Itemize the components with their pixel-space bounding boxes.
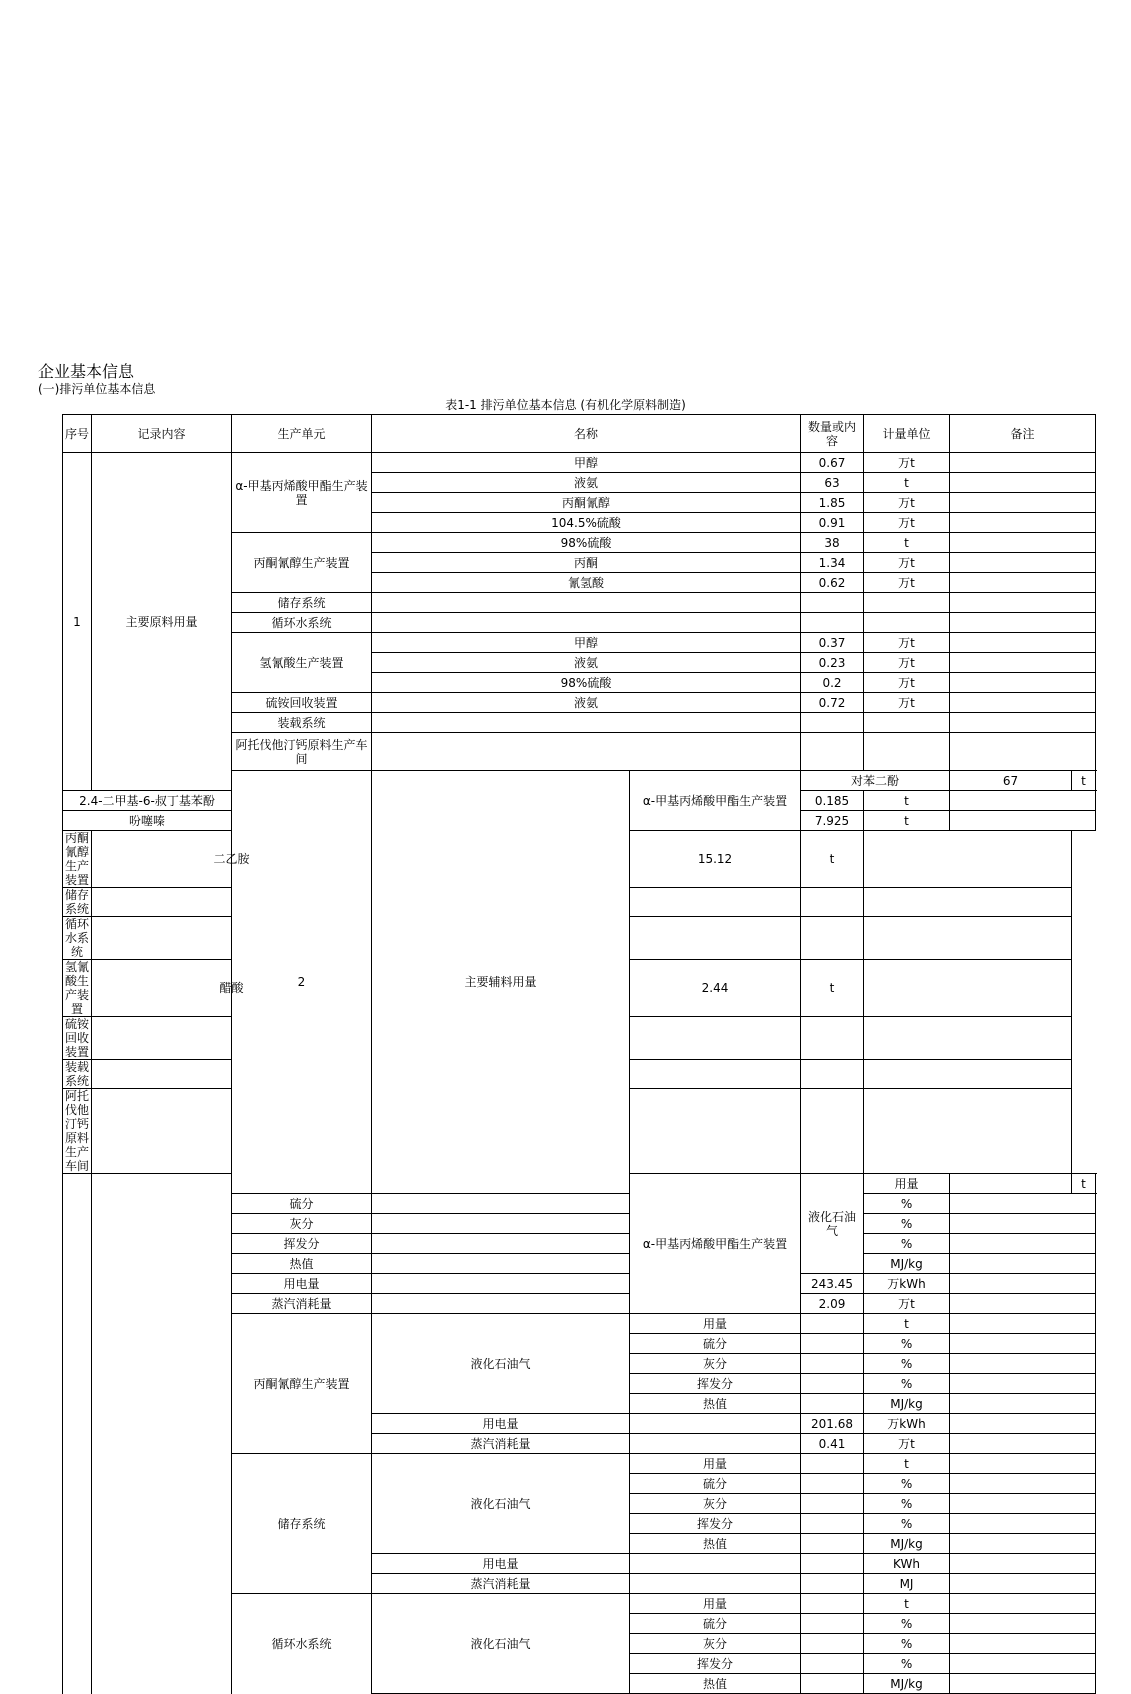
name-cell: 丙酮 — [372, 553, 801, 573]
measure-cell: 万t — [864, 573, 950, 593]
qty-cell — [801, 1374, 864, 1394]
measure-cell: % — [864, 1334, 950, 1354]
note-cell — [950, 513, 1096, 533]
qty-cell — [801, 1554, 864, 1574]
note-cell — [864, 888, 1072, 917]
name-cell: 对苯二酚 — [801, 771, 950, 791]
energy-name-cell: 用电量 — [372, 1554, 630, 1574]
measure-cell: 万kWh — [864, 1274, 950, 1294]
qty-cell — [372, 1234, 630, 1254]
qty-cell — [630, 917, 801, 960]
qty-cell: 2.44 — [630, 960, 801, 1017]
note-cell — [950, 1334, 1096, 1354]
note-cell — [864, 917, 1072, 960]
qty-cell — [801, 1454, 864, 1474]
note-cell — [864, 1060, 1072, 1089]
header-record: 记录内容 — [92, 415, 232, 453]
record-cell: 主要原料用量 — [92, 453, 232, 791]
unit-cell: 硫铵回收装置 — [232, 693, 372, 713]
measure-cell: t — [864, 791, 950, 811]
note-cell — [950, 693, 1096, 713]
fuel-name-cell: 液化石油气 — [372, 1314, 630, 1414]
note-cell — [950, 733, 1096, 771]
seq-cell: 1 — [63, 453, 92, 791]
measure-cell: % — [864, 1214, 950, 1234]
measure-cell: MJ/kg — [864, 1534, 950, 1554]
name-cell: 液氨 — [372, 473, 801, 493]
qty-cell: 63 — [801, 473, 864, 493]
note-cell — [950, 1654, 1096, 1674]
note-cell — [950, 1434, 1096, 1454]
name-cell — [92, 1017, 372, 1060]
seq-cell: 2 — [232, 771, 372, 1194]
measure-cell: % — [864, 1354, 950, 1374]
qty-cell — [801, 1394, 864, 1414]
note-cell — [950, 573, 1096, 593]
energy-name-cell: 蒸汽消耗量 — [372, 1434, 630, 1454]
note-cell — [950, 1554, 1096, 1574]
measure-cell: 万t — [864, 453, 950, 473]
prop-cell: 用量 — [630, 1314, 801, 1334]
header-note: 备注 — [950, 415, 1096, 453]
prop-cell: 灰分 — [232, 1214, 372, 1234]
fuel-name-cell: 液化石油气 — [372, 1454, 630, 1554]
unit-cell: 储存系统 — [232, 593, 372, 613]
measure-cell — [801, 917, 864, 960]
prop-cell: 热值 — [630, 1534, 801, 1554]
unit-cell: 装载系统 — [232, 713, 372, 733]
measure-cell: t — [1072, 1174, 1096, 1194]
name-cell: 液氨 — [372, 693, 801, 713]
measure-cell: 万t — [864, 513, 950, 533]
note-cell — [950, 1274, 1096, 1294]
measure-cell: 万t — [864, 693, 950, 713]
energy-name-cell: 用电量 — [372, 1414, 630, 1434]
name-cell: 吩噻嗪 — [63, 811, 232, 831]
measure-cell: 万t — [864, 1294, 950, 1314]
name-cell — [92, 1089, 372, 1174]
measure-cell: t — [864, 533, 950, 553]
qty-cell: 2.09 — [801, 1294, 864, 1314]
note-cell — [950, 473, 1096, 493]
unit-cell: 阿托伐他汀钙原料生产车间 — [232, 733, 372, 771]
unit-cell: 丙酮氰醇生产装置 — [232, 533, 372, 593]
name-cell — [92, 917, 372, 960]
measure-cell — [864, 733, 950, 771]
note-cell — [950, 1414, 1096, 1434]
qty-cell: 0.41 — [801, 1434, 864, 1454]
unit-cell: 丙酮氰醇生产装置 — [232, 1314, 372, 1454]
prop-cell — [630, 1554, 801, 1574]
note-cell — [950, 1314, 1096, 1334]
energy-name-cell: 用电量 — [232, 1274, 372, 1294]
prop-cell: 挥发分 — [630, 1374, 801, 1394]
note-cell — [950, 593, 1096, 613]
unit-cell: 氢氰酸生产装置 — [63, 960, 92, 1017]
qty-cell — [801, 1594, 864, 1614]
name-cell — [372, 593, 801, 613]
qty-cell — [630, 1060, 801, 1089]
unit-cell: α-甲基丙烯酸甲酯生产装置 — [630, 1174, 801, 1314]
name-cell: 甲醇 — [372, 453, 801, 473]
record-cell — [92, 1174, 232, 1694]
measure-cell: t — [801, 960, 864, 1017]
prop-cell — [630, 1574, 801, 1594]
qty-cell — [801, 1574, 864, 1594]
note-cell — [950, 1454, 1096, 1474]
measure-cell: 万t — [864, 493, 950, 513]
note-cell — [950, 1354, 1096, 1374]
measure-cell: MJ/kg — [864, 1254, 950, 1274]
unit-cell: 储存系统 — [63, 888, 92, 917]
prop-cell: 灰分 — [630, 1494, 801, 1514]
name-cell: 98%硫酸 — [372, 673, 801, 693]
qty-cell — [801, 593, 864, 613]
measure-cell — [864, 593, 950, 613]
qty-cell: 15.12 — [630, 831, 801, 888]
note-cell — [950, 633, 1096, 653]
note-cell — [864, 960, 1072, 1017]
qty-cell — [801, 613, 864, 633]
fuel-name-cell: 液化石油气 — [801, 1174, 864, 1274]
measure-cell: t — [864, 473, 950, 493]
prop-cell: 硫分 — [630, 1474, 801, 1494]
note-cell — [950, 453, 1096, 473]
unit-cell: 装载系统 — [63, 1060, 92, 1089]
measure-cell: t — [801, 831, 864, 888]
note-cell — [950, 1674, 1096, 1694]
measure-cell: t — [864, 1314, 950, 1334]
qty-cell: 0.23 — [801, 653, 864, 673]
qty-cell: 1.34 — [801, 553, 864, 573]
qty-cell: 38 — [801, 533, 864, 553]
note-cell — [950, 1634, 1096, 1654]
name-cell — [92, 1060, 372, 1089]
note-cell — [950, 653, 1096, 673]
note-cell — [950, 1494, 1096, 1514]
note-cell — [950, 493, 1096, 513]
prop-cell: 用量 — [630, 1454, 801, 1474]
note-cell — [950, 673, 1096, 693]
table-row — [63, 453, 1096, 473]
prop-cell: 热值 — [630, 1674, 801, 1694]
measure-cell: t — [1072, 771, 1096, 791]
qty-cell — [950, 1174, 1072, 1194]
qty-cell — [801, 1634, 864, 1654]
prop-cell: 用量 — [864, 1174, 950, 1194]
record-cell: 主要辅料用量 — [372, 771, 630, 1194]
qty-cell: 0.2 — [801, 673, 864, 693]
qty-cell — [801, 1614, 864, 1634]
unit-cell: 循环水系统 — [232, 1594, 372, 1694]
qty-cell — [630, 1089, 801, 1174]
unit-cell: 氢氰酸生产装置 — [232, 633, 372, 693]
name-cell: 2.4-二甲基-6-叔丁基苯酚 — [63, 791, 232, 811]
qty-cell: 0.62 — [801, 573, 864, 593]
measure-cell: % — [864, 1514, 950, 1534]
qty-cell: 0.185 — [801, 791, 864, 811]
note-cell — [950, 1534, 1096, 1554]
prop-cell: 挥发分 — [232, 1234, 372, 1254]
unit-cell: 硫铵回收装置 — [63, 1017, 92, 1060]
qty-cell — [801, 1514, 864, 1534]
prop-cell — [372, 1274, 630, 1294]
unit-cell: 循环水系统 — [232, 613, 372, 633]
qty-cell: 0.91 — [801, 513, 864, 533]
qty-cell — [801, 713, 864, 733]
subsection-title: (一)排污单位基本信息 — [38, 382, 156, 396]
note-cell — [950, 1394, 1096, 1414]
note-cell — [950, 1254, 1096, 1274]
measure-cell — [801, 888, 864, 917]
note-cell — [864, 1089, 1072, 1174]
header-unit: 生产单元 — [232, 415, 372, 453]
note-cell — [950, 713, 1096, 733]
name-cell: 甲醇 — [372, 633, 801, 653]
qty-cell — [801, 1474, 864, 1494]
qty-cell: 243.45 — [801, 1274, 864, 1294]
measure-cell: KWh — [864, 1554, 950, 1574]
note-cell — [950, 1514, 1096, 1534]
name-cell — [92, 888, 372, 917]
measure-cell: % — [864, 1614, 950, 1634]
measure-cell: 万t — [864, 653, 950, 673]
qty-cell: 0.37 — [801, 633, 864, 653]
measure-cell: % — [864, 1654, 950, 1674]
measure-cell — [801, 1089, 864, 1174]
prop-cell: 硫分 — [630, 1614, 801, 1634]
qty-cell: 0.72 — [801, 693, 864, 713]
prop-cell: 热值 — [630, 1394, 801, 1414]
note-cell — [950, 791, 1096, 811]
measure-cell: t — [864, 1594, 950, 1614]
measure-cell: 万t — [864, 673, 950, 693]
measure-cell: % — [864, 1194, 950, 1214]
measure-cell: 万t — [864, 633, 950, 653]
name-cell — [372, 733, 801, 771]
unit-cell: α-甲基丙烯酸甲酯生产装置 — [232, 453, 372, 533]
unit-cell: 丙酮氰醇生产装置 — [63, 831, 92, 888]
note-cell — [950, 1614, 1096, 1634]
measure-cell — [864, 613, 950, 633]
note-cell — [950, 1594, 1096, 1614]
table-caption: 表1-1 排污单位基本信息 (有机化学原料制造) — [445, 398, 686, 412]
name-cell: 98%硫酸 — [372, 533, 801, 553]
qty-cell — [801, 1654, 864, 1674]
qty-cell — [372, 1214, 630, 1234]
measure-cell: % — [864, 1474, 950, 1494]
prop-cell: 硫分 — [630, 1334, 801, 1354]
unit-cell: 循环水系统 — [63, 917, 92, 960]
measure-cell: % — [864, 1374, 950, 1394]
header-measure: 计量单位 — [864, 415, 950, 453]
name-cell — [372, 713, 801, 733]
note-cell — [950, 1214, 1096, 1234]
energy-name-cell: 蒸汽消耗量 — [372, 1574, 630, 1594]
qty-cell: 1.85 — [801, 493, 864, 513]
name-cell — [372, 613, 801, 633]
basic-info-table — [62, 414, 1096, 1694]
prop-cell: 挥发分 — [630, 1514, 801, 1534]
measure-cell: % — [864, 1634, 950, 1654]
prop-cell: 热值 — [232, 1254, 372, 1274]
qty-cell: 201.68 — [801, 1414, 864, 1434]
measure-cell: t — [864, 1454, 950, 1474]
measure-cell — [801, 1017, 864, 1060]
note-cell — [864, 831, 1072, 888]
seq-cell — [63, 1174, 92, 1694]
note-cell — [950, 1294, 1096, 1314]
qty-cell: 0.67 — [801, 453, 864, 473]
qty-cell — [801, 1494, 864, 1514]
note-cell — [950, 1234, 1096, 1254]
note-cell — [950, 1374, 1096, 1394]
prop-cell — [630, 1434, 801, 1454]
prop-cell: 挥发分 — [630, 1654, 801, 1674]
note-cell — [950, 1574, 1096, 1594]
note-cell — [950, 1194, 1096, 1214]
qty-cell — [801, 1534, 864, 1554]
qty-cell — [801, 1314, 864, 1334]
measure-cell: % — [864, 1494, 950, 1514]
qty-cell — [372, 1194, 630, 1214]
header-name: 名称 — [372, 415, 801, 453]
note-cell — [950, 613, 1096, 633]
header-row — [63, 415, 1096, 453]
note-cell — [864, 1017, 1072, 1060]
note-cell — [950, 533, 1096, 553]
unit-cell: 储存系统 — [232, 1454, 372, 1594]
name-cell: 液氨 — [372, 653, 801, 673]
measure-cell: 万t — [864, 1434, 950, 1454]
fuel-name-cell: 液化石油气 — [372, 1594, 630, 1694]
unit-cell: 阿托伐他汀钙原料生产车间 — [63, 1089, 92, 1174]
unit-cell: α-甲基丙烯酸甲酯生产装置 — [630, 771, 801, 831]
note-cell — [950, 1474, 1096, 1494]
prop-cell — [630, 1414, 801, 1434]
qty-cell — [630, 888, 801, 917]
prop-cell: 用量 — [630, 1594, 801, 1614]
prop-cell: 灰分 — [630, 1354, 801, 1374]
qty-cell — [630, 1017, 801, 1060]
energy-name-cell: 蒸汽消耗量 — [232, 1294, 372, 1314]
section-title: 企业基本信息 — [38, 362, 135, 381]
name-cell: 醋酸 — [92, 960, 372, 1017]
prop-cell: 灰分 — [630, 1634, 801, 1654]
qty-cell — [801, 733, 864, 771]
header-qty: 数量或内容 — [801, 415, 864, 453]
name-cell: 104.5%硫酸 — [372, 513, 801, 533]
qty-cell: 7.925 — [801, 811, 864, 831]
name-cell: 丙酮氰醇 — [372, 493, 801, 513]
measure-cell: t — [864, 811, 950, 831]
qty-cell — [372, 1254, 630, 1274]
prop-cell — [372, 1294, 630, 1314]
qty-cell — [801, 1334, 864, 1354]
qty-cell — [801, 1354, 864, 1374]
measure-cell: 万kWh — [864, 1414, 950, 1434]
name-cell: 氰氢酸 — [372, 573, 801, 593]
header-seq: 序号 — [63, 415, 92, 453]
measure-cell: MJ/kg — [864, 1674, 950, 1694]
name-cell: 二乙胺 — [92, 831, 372, 888]
measure-cell — [864, 713, 950, 733]
measure-cell: 万t — [864, 553, 950, 573]
measure-cell — [801, 1060, 864, 1089]
measure-cell: MJ — [864, 1574, 950, 1594]
note-cell — [950, 553, 1096, 573]
note-cell — [950, 811, 1096, 831]
qty-cell — [801, 1674, 864, 1694]
prop-cell: 硫分 — [232, 1194, 372, 1214]
measure-cell: MJ/kg — [864, 1394, 950, 1414]
qty-cell: 67 — [950, 771, 1072, 791]
measure-cell: % — [864, 1234, 950, 1254]
